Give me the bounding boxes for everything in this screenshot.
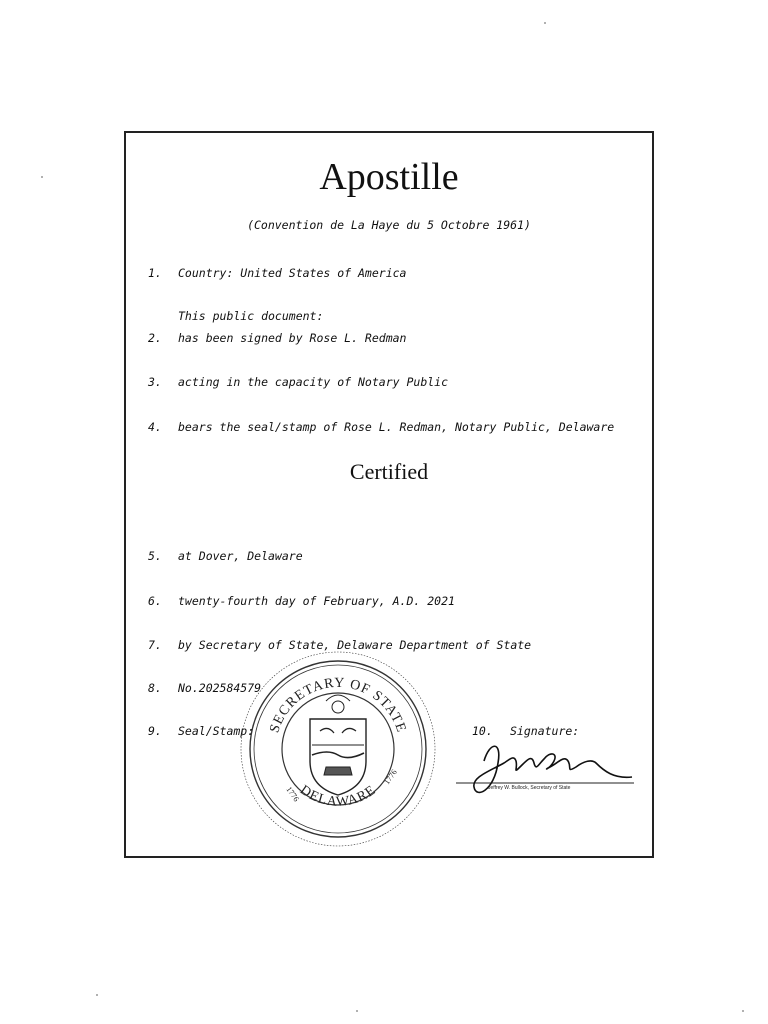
item-seal-label: Seal/Stamp: [178, 724, 255, 738]
item-number: 6. [148, 594, 162, 608]
seal-year-left: 1776 [284, 784, 301, 804]
item-number: 7. [148, 638, 162, 652]
item-date: twenty-fourth day of February, A.D. 2021 [178, 594, 455, 608]
seal-bottom-text: DELAWARE [296, 782, 380, 810]
document-subtitle: (Convention de La Haye du 5 Octobre 1961) [247, 218, 531, 232]
item-country: Country: United States of America [178, 266, 407, 280]
signature-caption: Jeffrey W. Bullock, Secretary of State [488, 785, 571, 791]
scan-speck [544, 22, 546, 24]
item-number: 8. [148, 681, 162, 695]
apostille-certificate [124, 131, 654, 858]
item-certificate-number: No.202584579 [178, 681, 262, 695]
svg-text:DELAWARE [297, 783, 379, 810]
item-seal-stamp-of: bears the seal/stamp of Rose L. Redman, Notary Public, Delaware [178, 420, 615, 434]
item-capacity: acting in the capacity of Notary Public [178, 375, 449, 389]
item-public-document: This public document: [178, 309, 324, 323]
scan-speck [96, 994, 98, 996]
seal-top-text: SECRETARY OF STATE [267, 675, 409, 735]
item-number: 1. [148, 266, 162, 280]
certified-heading: Certified [349, 459, 429, 484]
item-number: 10. [472, 724, 493, 738]
item-number: 5. [148, 549, 162, 563]
item-number: 4. [148, 420, 162, 434]
seal-shield-icon [310, 695, 366, 795]
state-seal-image [238, 649, 438, 849]
item-issuer: by Secretary of State, Delaware Department of State [178, 638, 532, 652]
svg-text:SECRETARY OF STATE [267, 676, 408, 735]
document-title: Apostille [319, 156, 459, 198]
item-number: 9. [148, 724, 162, 738]
seal-year-right: 1776 [382, 767, 399, 787]
item-number: 3. [148, 375, 162, 389]
item-signed-by: has been signed by Rose L. Redman [178, 331, 407, 345]
scan-speck [356, 1010, 358, 1012]
item-signature-label: Signature: [510, 724, 580, 738]
item-place: at Dover, Delaware [178, 549, 303, 563]
item-number: 2. [148, 331, 162, 345]
scan-speck [742, 1010, 744, 1012]
scan-speck [41, 176, 43, 178]
